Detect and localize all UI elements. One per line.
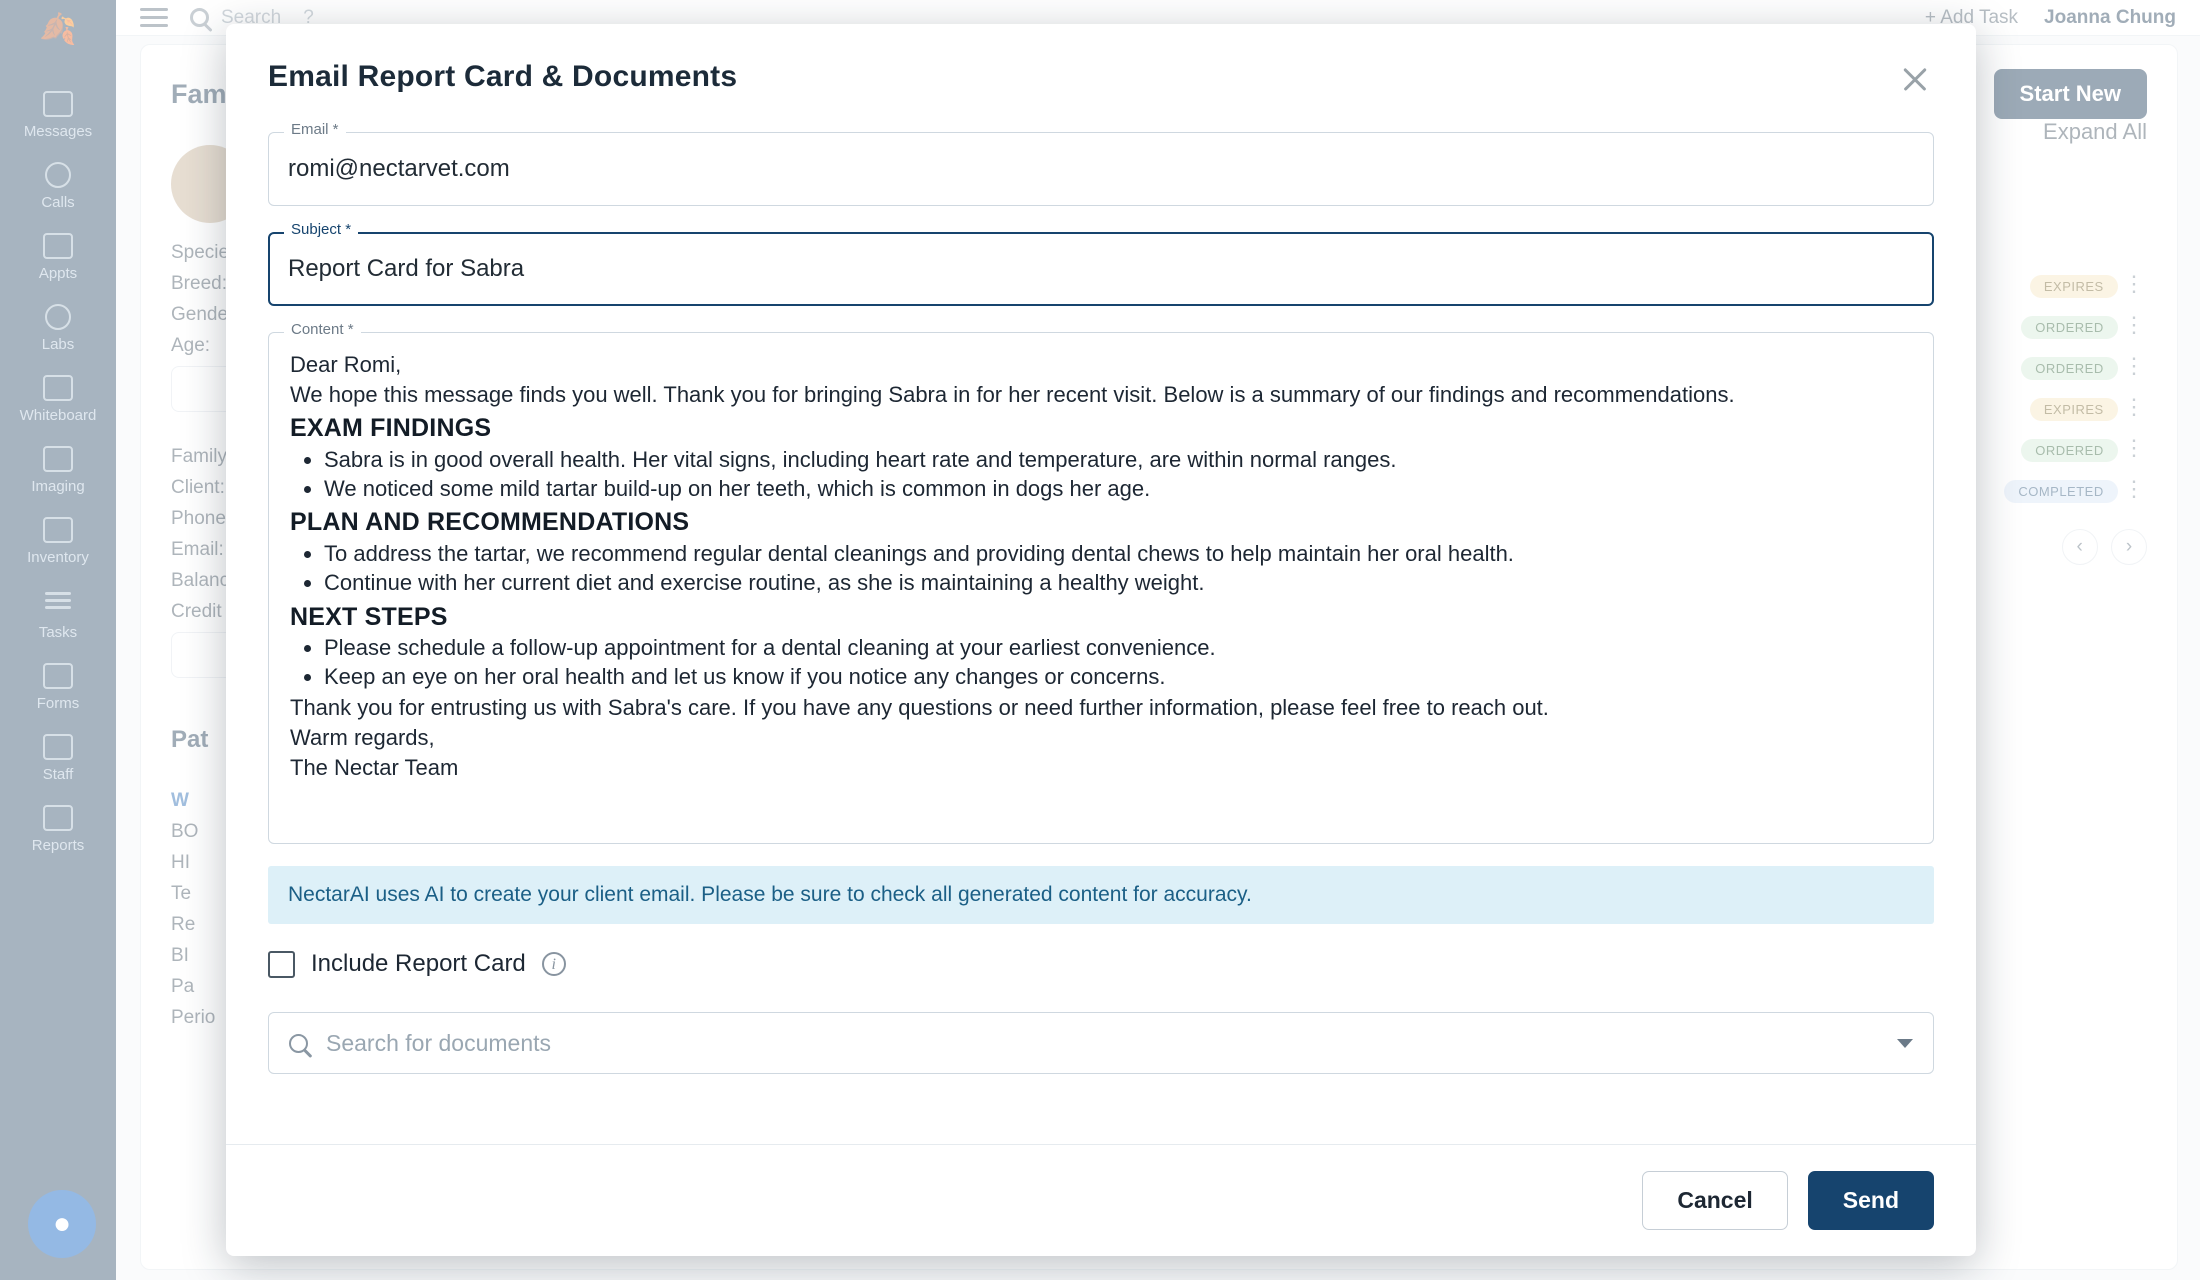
content-field-wrapper — [268, 321, 1934, 844]
subject-field-wrapper — [268, 221, 1934, 306]
search-icon — [289, 1034, 308, 1053]
include-report-card-row[interactable] — [268, 950, 1934, 978]
content-field-legend: Content * — [284, 321, 361, 338]
document-search-field[interactable] — [268, 1012, 1934, 1074]
email-field-legend: Email * — [284, 121, 346, 138]
subject-input[interactable] — [268, 232, 1934, 306]
content-list-plan-and-recommendations — [290, 541, 1912, 596]
content-editor[interactable] — [268, 332, 1934, 844]
close-icon[interactable] — [1896, 60, 1934, 98]
content-bullet: • Please schedule a follow-up appointment for a dental cleaning at your earliest convenience. — [324, 635, 1912, 661]
content-greeting: Dear Romi, — [290, 352, 402, 377]
modal-header — [226, 24, 1976, 98]
content-heading-exam-findings: EXAM FINDINGS — [290, 414, 492, 443]
document-search-input[interactable] — [324, 1029, 1871, 1058]
send-button[interactable]: Send — [1808, 1171, 1934, 1230]
modal-body — [226, 98, 1976, 1144]
content-signature: The Nectar Team — [290, 754, 459, 780]
subject-field-legend: Subject * — [284, 221, 358, 238]
content-bullet: • To address the tartar, we recommend regular dental cleanings and providing dental chews to help maintain her oral health. — [324, 541, 1912, 567]
content-signoff: Warm regards, — [290, 724, 435, 750]
include-report-card-checkbox[interactable] — [268, 951, 295, 978]
content-bullet: • Keep an eye on her oral health and let us know if you notice any changes or concerns. — [324, 664, 1912, 690]
email-input[interactable] — [268, 132, 1934, 206]
content-list-next-steps — [290, 635, 1912, 690]
content-list-exam-findings — [290, 447, 1912, 502]
content-heading-plan-and-recommendations: PLAN AND RECOMMENDATIONS — [290, 508, 690, 537]
content-bullet: • We noticed some mild tartar build-up on her teeth, which is common in dogs her age. — [324, 476, 1912, 502]
content-bullet: • Sabra is in good overall health. Her vital signs, including heart rate and temperature, are within normal ranges. — [324, 447, 1912, 473]
info-icon[interactable]: i — [542, 952, 566, 976]
email-field-wrapper — [268, 121, 1934, 206]
ai-disclaimer-banner: NectarAI uses AI to create your client email. Please be sure to check all generated content for accuracy. — [268, 866, 1934, 924]
content-bullet: • Continue with her current diet and exercise routine, as she is maintaining a healthy weight. — [324, 570, 1912, 596]
content-heading-next-steps: NEXT STEPS — [290, 602, 448, 631]
include-report-card-label: Include Report Card — [311, 950, 526, 977]
content-closing: Thank you for entrusting us with Sabra's care. If you have any questions or need further information, please feel free to reach out. — [290, 694, 1549, 720]
content-intro: We hope this message finds you well. Thank you for bringing Sabra in for her recent visit. Below is a summary of our findings and recommendations. — [290, 382, 1735, 408]
chevron-down-icon[interactable] — [1897, 1039, 1913, 1048]
modal-title: Email Report Card & Documents — [268, 60, 738, 93]
cancel-button[interactable]: Cancel — [1642, 1171, 1787, 1230]
modal-footer — [226, 1144, 1976, 1256]
email-report-card-modal — [226, 24, 1976, 1256]
